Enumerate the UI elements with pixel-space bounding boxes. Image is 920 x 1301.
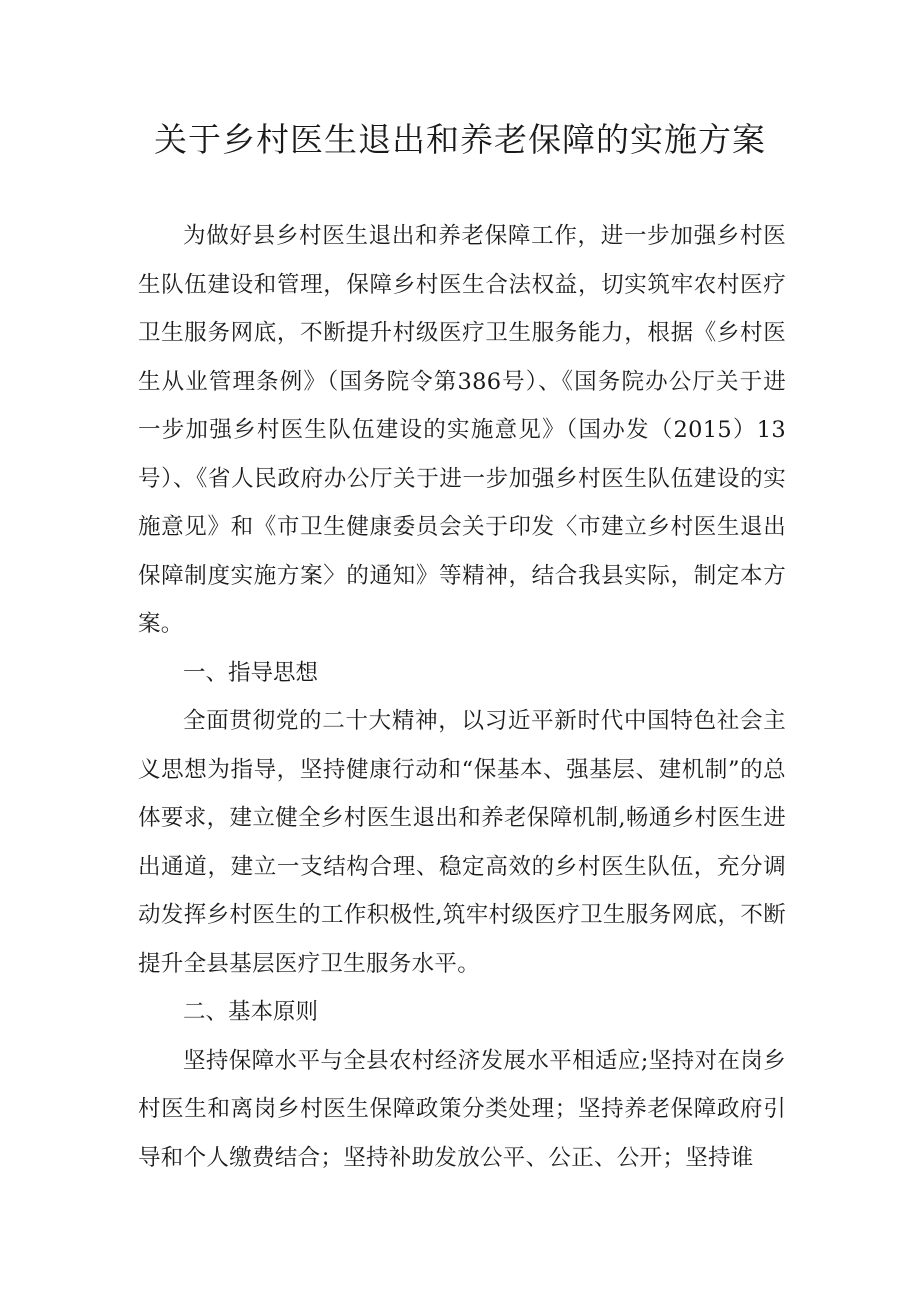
document-body bbox=[138, 212, 786, 1182]
section-heading-basic-principles: 二、基本原则 bbox=[183, 999, 319, 1025]
section-heading-guiding-ideology: 一、指导思想 bbox=[183, 659, 319, 686]
intro-paragraph: 为做好县乡村医生退出和养老保障工作，进一步加强乡村医生队伍建设和管理，保障乡村医生合法权益，切实筑牢农村医疗卫生服务网底，不断提升村级医疗卫生服务能力，根据《乡村医生从业管理条例》（国务院令第386号）、《国务院办公厅关于进一步加强乡村医生队伍建设的实施意见》（国办发（2015）13号）、《省人民政府办公厅关于进一步加强乡村医生队伍建设的实施意见》和《市卫生健康委员会关于印发〈市建立乡村医生退出保障制度实施方案〉的通知》等精神，结合我县实际，制定本方案。 bbox=[138, 223, 786, 637]
document-title: 关于乡村医生退出和养老保障的实施方案 bbox=[154, 120, 766, 159]
basic-principles-paragraph: 坚持保障水平与全县农村经济发展水平相适应;坚持对在岗乡村医生和离岗乡村医生保障政策分类处理；坚持养老保障政府引导和个人缴费结合；坚持补助发放公平、公正、公开；坚持谁 bbox=[138, 1047, 786, 1171]
guiding-ideology-paragraph: 全面贯彻党的二十大精神，以习近平新时代中国特色社会主义思想为指导，坚持健康行动和“保基本、强基层、建机制”的总体要求，建立健全乡村医生退出和养老保障机制,畅通乡村医生进出通道，建立一支结构合理、稳定高效的乡村医生队伍，充分调动发挥乡村医生的工作积极性,筑牢村级医疗卫生服务网底，不断提升全县基层医疗卫生服务水平。 bbox=[138, 708, 786, 977]
